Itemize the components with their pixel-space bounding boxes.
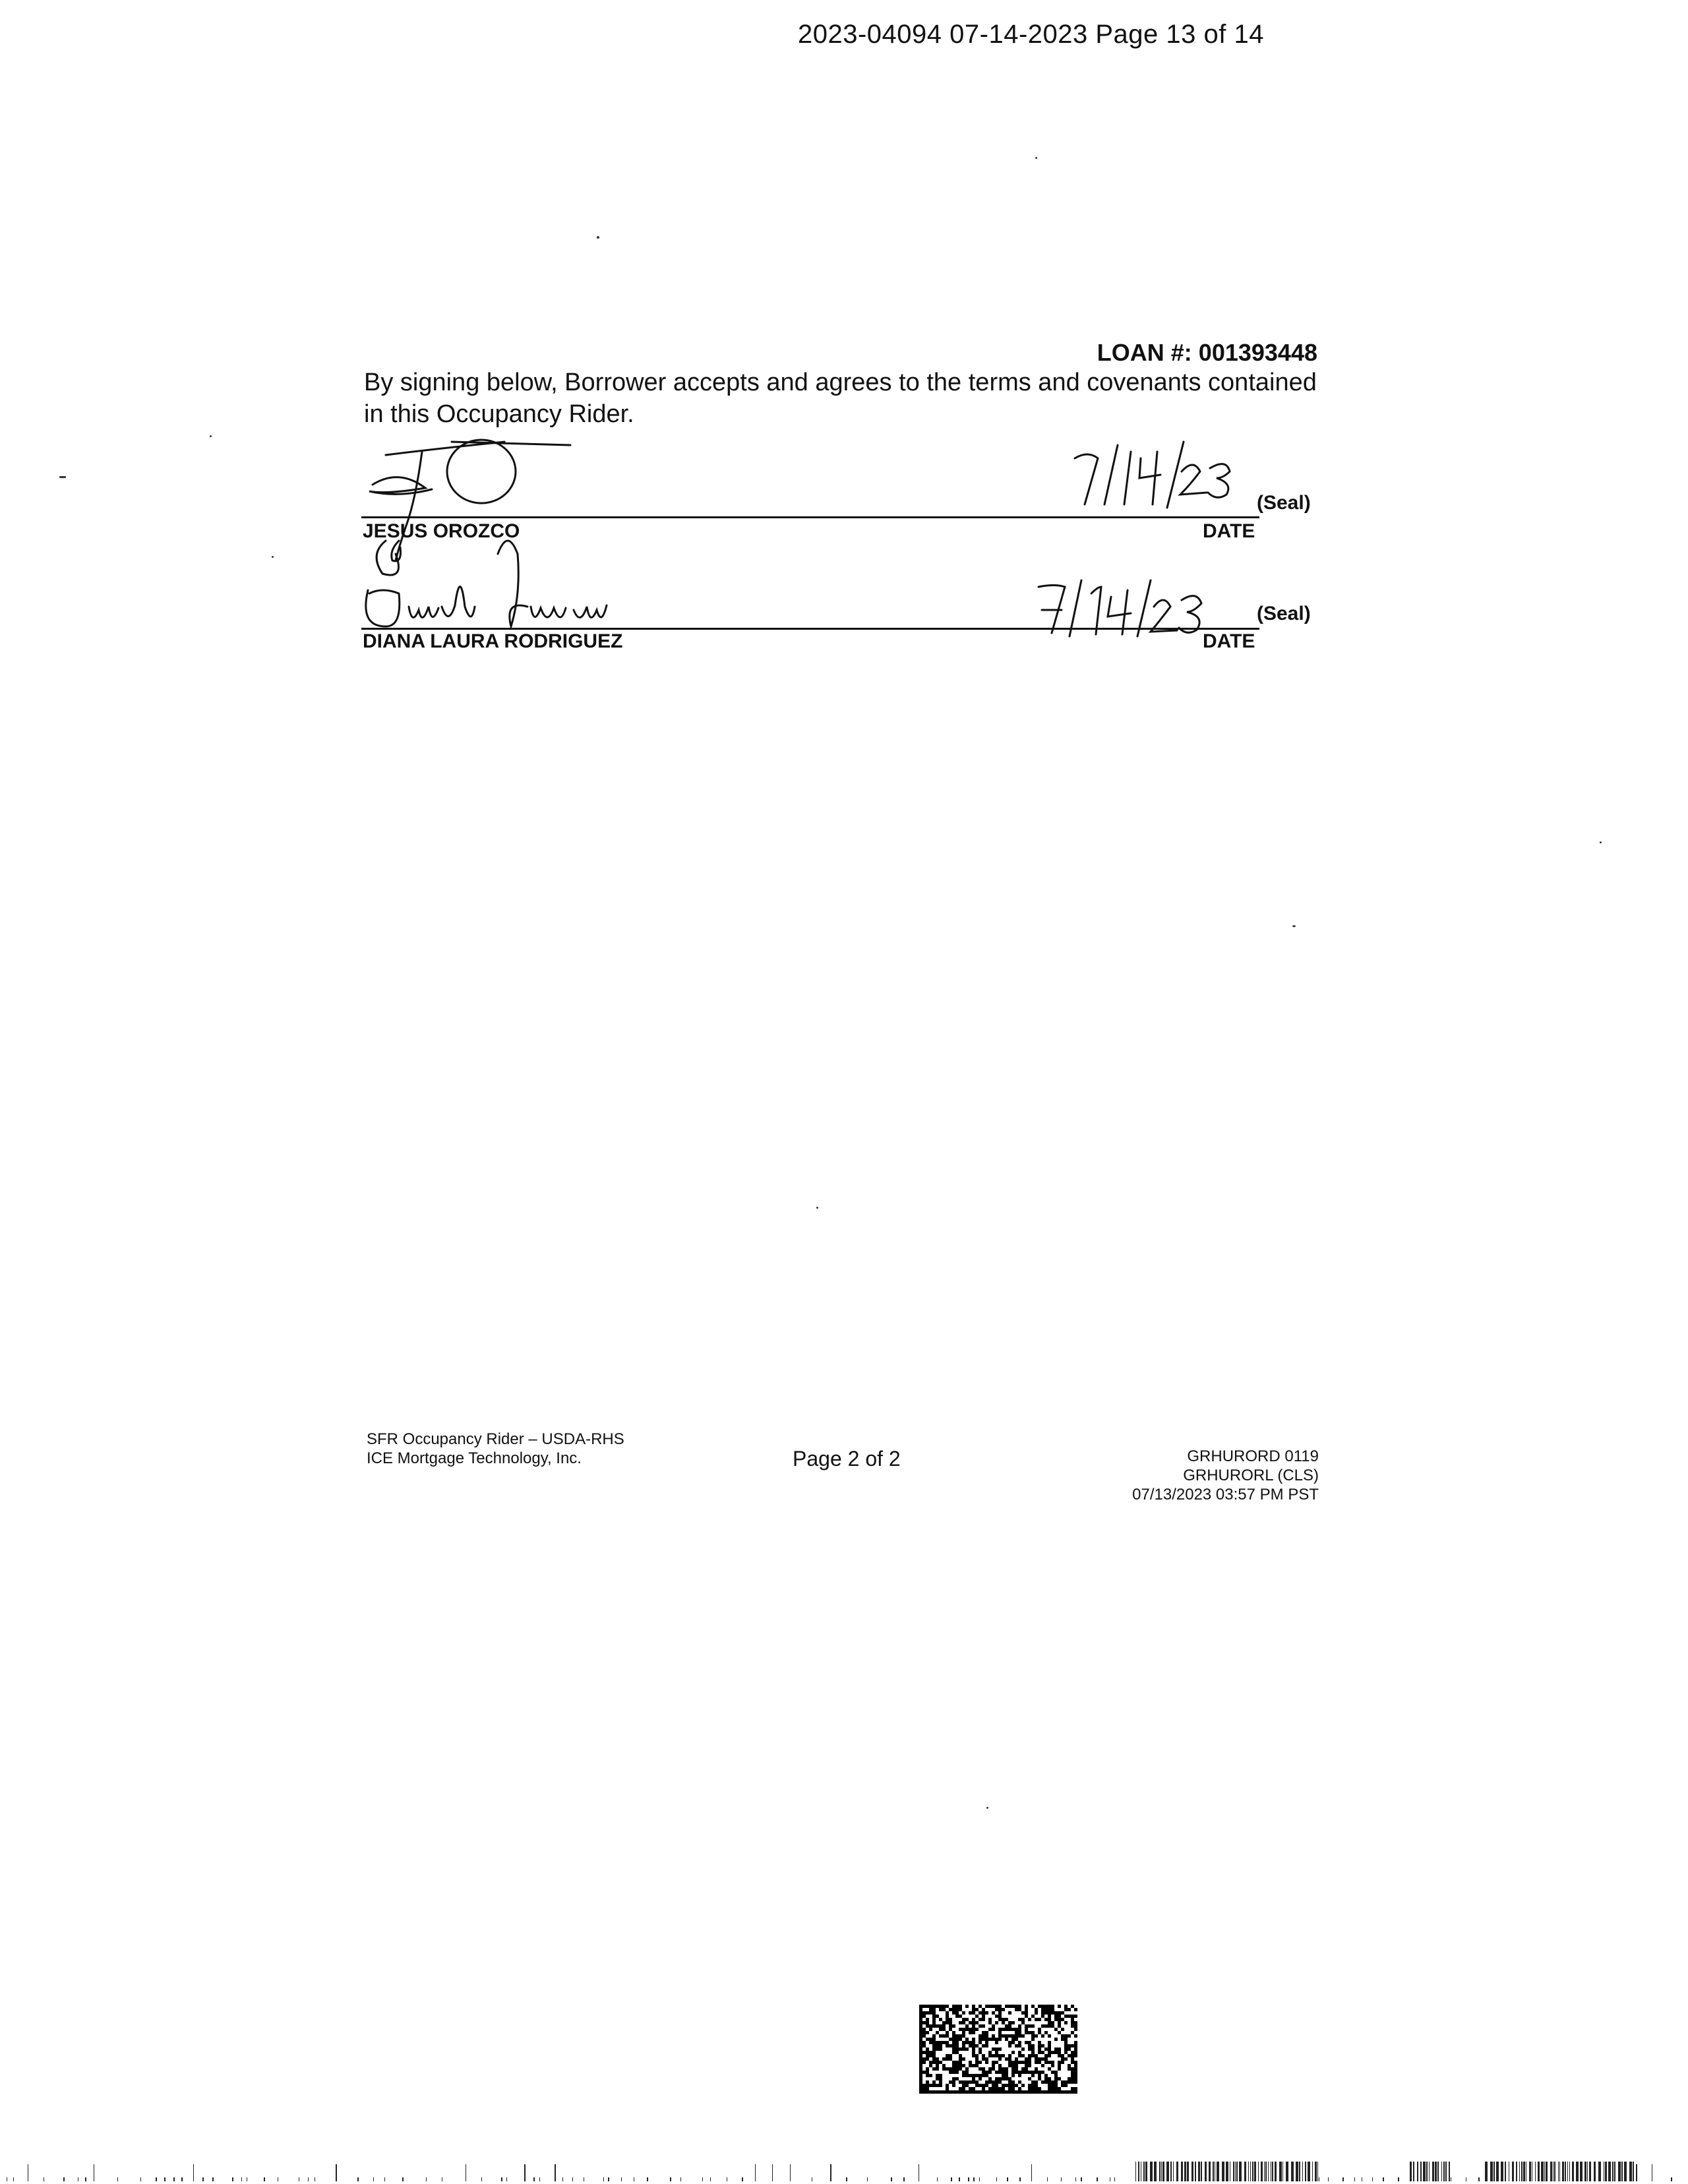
seal-label-2: (Seal) <box>1257 603 1311 624</box>
form-footer-right <box>1132 1447 1319 1504</box>
scan-speck <box>597 236 599 239</box>
page-number: Page 2 of 2 <box>793 1447 901 1471</box>
handwritten-date-1 <box>1068 432 1240 518</box>
datamatrix-barcode-icon <box>919 2005 1077 2094</box>
scan-speck <box>210 435 212 437</box>
scan-speck <box>1600 841 1602 843</box>
date-caption-2: DATE <box>1203 630 1255 652</box>
handwritten-date-2 <box>1029 574 1240 640</box>
form-publisher: ICE Mortgage Technology, Inc. <box>367 1449 582 1467</box>
form-code-2: GRHURORL (CLS) <box>1183 1467 1319 1484</box>
loan-number: LOAN #: 001393448 <box>1097 339 1317 366</box>
scan-edge-barcode-strip <box>0 2156 1688 2184</box>
recording-stamp: 2023-04094 07-14-2023 Page 13 of 14 <box>798 20 1264 49</box>
scan-speck <box>986 1807 988 1809</box>
signature-line-2 <box>361 628 1259 630</box>
seal-label-1: (Seal) <box>1257 492 1311 514</box>
signer-name-2: DIANA LAURA RODRIGUEZ <box>363 630 623 652</box>
signer-name-1: JESUS OROZCO <box>363 520 520 542</box>
scan-speck <box>272 556 274 558</box>
acceptance-statement: By signing below, Borrower accepts and agrees to the terms and covenants contained in this Occupancy Rider. <box>364 369 1317 428</box>
scan-speck <box>816 1207 818 1209</box>
form-footer-left <box>367 1430 624 1468</box>
signature-line-1 <box>361 516 1259 518</box>
form-title: SFR Occupancy Rider – USDA-RHS <box>367 1430 624 1448</box>
scan-speck <box>1035 157 1037 159</box>
borrower-signature-2 <box>356 528 640 640</box>
scan-speck <box>59 476 66 478</box>
date-caption-1: DATE <box>1203 520 1255 542</box>
print-timestamp: 07/13/2023 03:57 PM PST <box>1132 1486 1319 1503</box>
scan-speck <box>1292 925 1296 927</box>
form-code-1: GRHURORD 0119 <box>1187 1447 1319 1465</box>
